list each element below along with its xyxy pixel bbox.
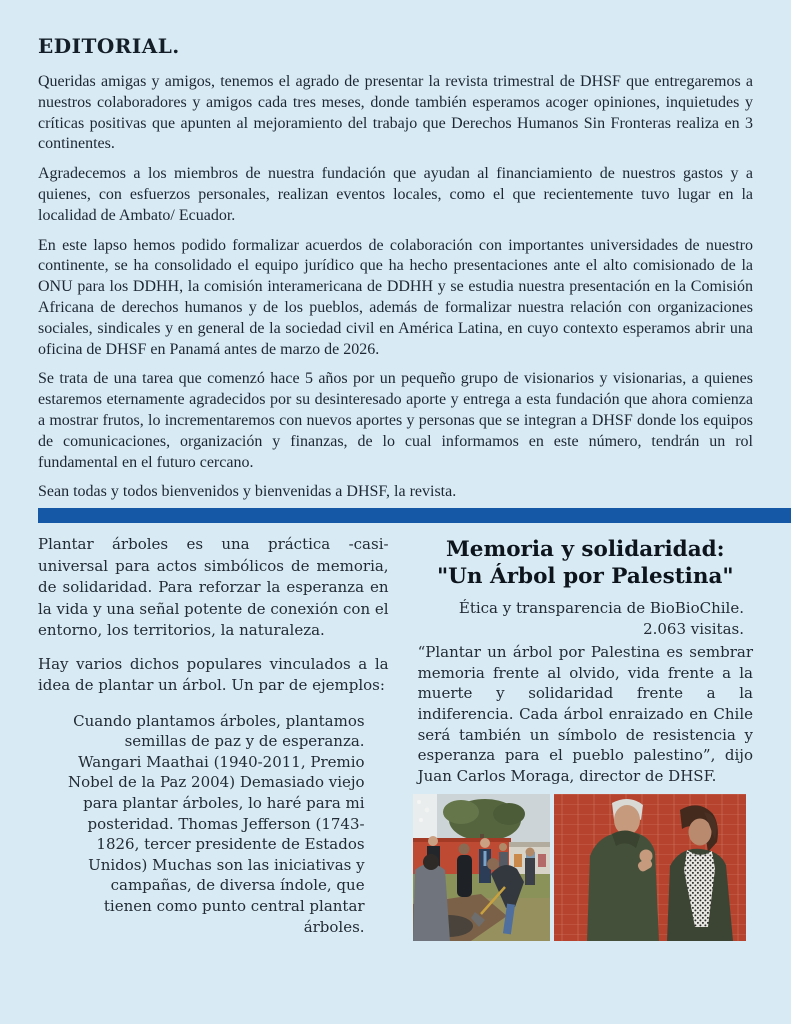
right-column-palestina-article	[418, 534, 753, 941]
conversation-photo	[554, 794, 746, 941]
article-title-line2: "Un Árbol por Palestina"	[436, 564, 734, 590]
editorial-paragraph: Queridas amigas y amigos, tenemos el agrado de presentar la revista trimestral de DHSF que entregaremos a nuestros colaboradores y amigos cada tres meses, donde también esperamos acoger opiniones, inquietudes y críticas positivas que apunten al mejoramiento del trabajo que Derechos Humanos Sin Fronteras realiza en 3 continentes.	[38, 73, 753, 153]
quote-text: Cuando plantamos árboles, plantamos semillas de paz y de esperanza.	[73, 711, 365, 751]
section-divider-bar	[38, 508, 791, 523]
article-source-line: Ética y transparencia de BioBioChile.	[458, 599, 744, 618]
article-paragraph: Hay varios dichos populares vinculados a la idea de plantar un árbol. Un par de ejemplos:	[38, 654, 389, 695]
page-title: EDITORIAL.	[38, 34, 180, 58]
tree-planting-photo	[413, 794, 550, 941]
editorial-paragraph: Agradecemos a los miembros de nuestra fundación que ayudan al financiamiento de nuestros gastos y a quienes, con esfuerzos personales, realizan eventos locales, como el que recientemente tuvo lugar en la localidad de Ambato/ Ecuador.	[38, 165, 753, 224]
article-title	[418, 536, 753, 590]
editorial-paragraph: Se trata de una tarea que comenzó hace 5 años por un pequeño grupo de visionarios y visionarias, a quienes estaremos eternamente agradecidos por su desinteresado aporte y entrega a esta fundación que ahora comienza a mostrar frutos, lo incrementaremos con nuevos aportes y personas que se integran a DHSF donde los equipos de comunicaciones, organización y finanzas, de lo cual informamos en este número, tendrán un rol fundamental en el futuro cercano.	[38, 370, 753, 471]
article-visits-line: 2.063 visitas.	[643, 620, 744, 639]
article-body: “Plantar un árbol por Palestina es sembrar memoria frente al olvido, vida frente a la muerte y solidaridad frente a la indiferencia. Cada árbol enraizado en Chile será también un símbolo de resistencia y esperanza para el pueblo palestino”, dijo Juan Carlos Moraga, director de DHSF.	[417, 643, 753, 785]
left-column-trees-article	[38, 534, 389, 941]
photo-strip	[413, 794, 753, 941]
two-column-section	[38, 534, 753, 941]
editorial-section	[38, 72, 753, 503]
quote-attribution: Wangari Maathai (1940-2011, Premio Nobel de la Paz 2004)	[68, 752, 365, 792]
quote-text: Muchas son las iniciativas y campañas, de diversa índole, que tienen como punto central plantar árboles.	[103, 855, 365, 936]
quotes-block	[38, 709, 389, 938]
article-title-line1: Memoria y solidaridad:	[445, 537, 725, 563]
editorial-closing-line: Sean todas y todos bienvenidos y bienvenidas a DHSF, la revista.	[38, 483, 457, 501]
article-paragraph: Plantar árboles es una práctica -casi- universal para actos simbólicos de memoria, de solidaridad. Para reforzar la esperanza en la vida y una señal potente de conexión con el entorno, los territorios, la naturaleza.	[38, 535, 389, 640]
editorial-paragraph: En este lapso hemos podido formalizar acuerdos de colaboración con importantes universidades de nuestro continente, se ha consolidado el equipo jurídico que ha hecho presentaciones ante el alto comisionado de la ONU para los DDHH, la comisión interamericana de DDHH y se estudia nuestra presentación en la Comisión Africana de derechos humanos y de los pueblos, además de formalizar nuestra relación con organizaciones sociales, sindicales y en general de la sociedad civil en América Latina, en cuyo contexto esperamos abrir una oficina de DHSF en Panamá antes de marzo de 2026.	[38, 236, 753, 358]
quote-text: Demasiado viejo para plantar árboles, lo haré para mi posteridad.	[83, 773, 365, 833]
quote-attribution: Thomas Jefferson (1743-1826, tercer presidente de Estados Unidos)	[88, 814, 365, 874]
